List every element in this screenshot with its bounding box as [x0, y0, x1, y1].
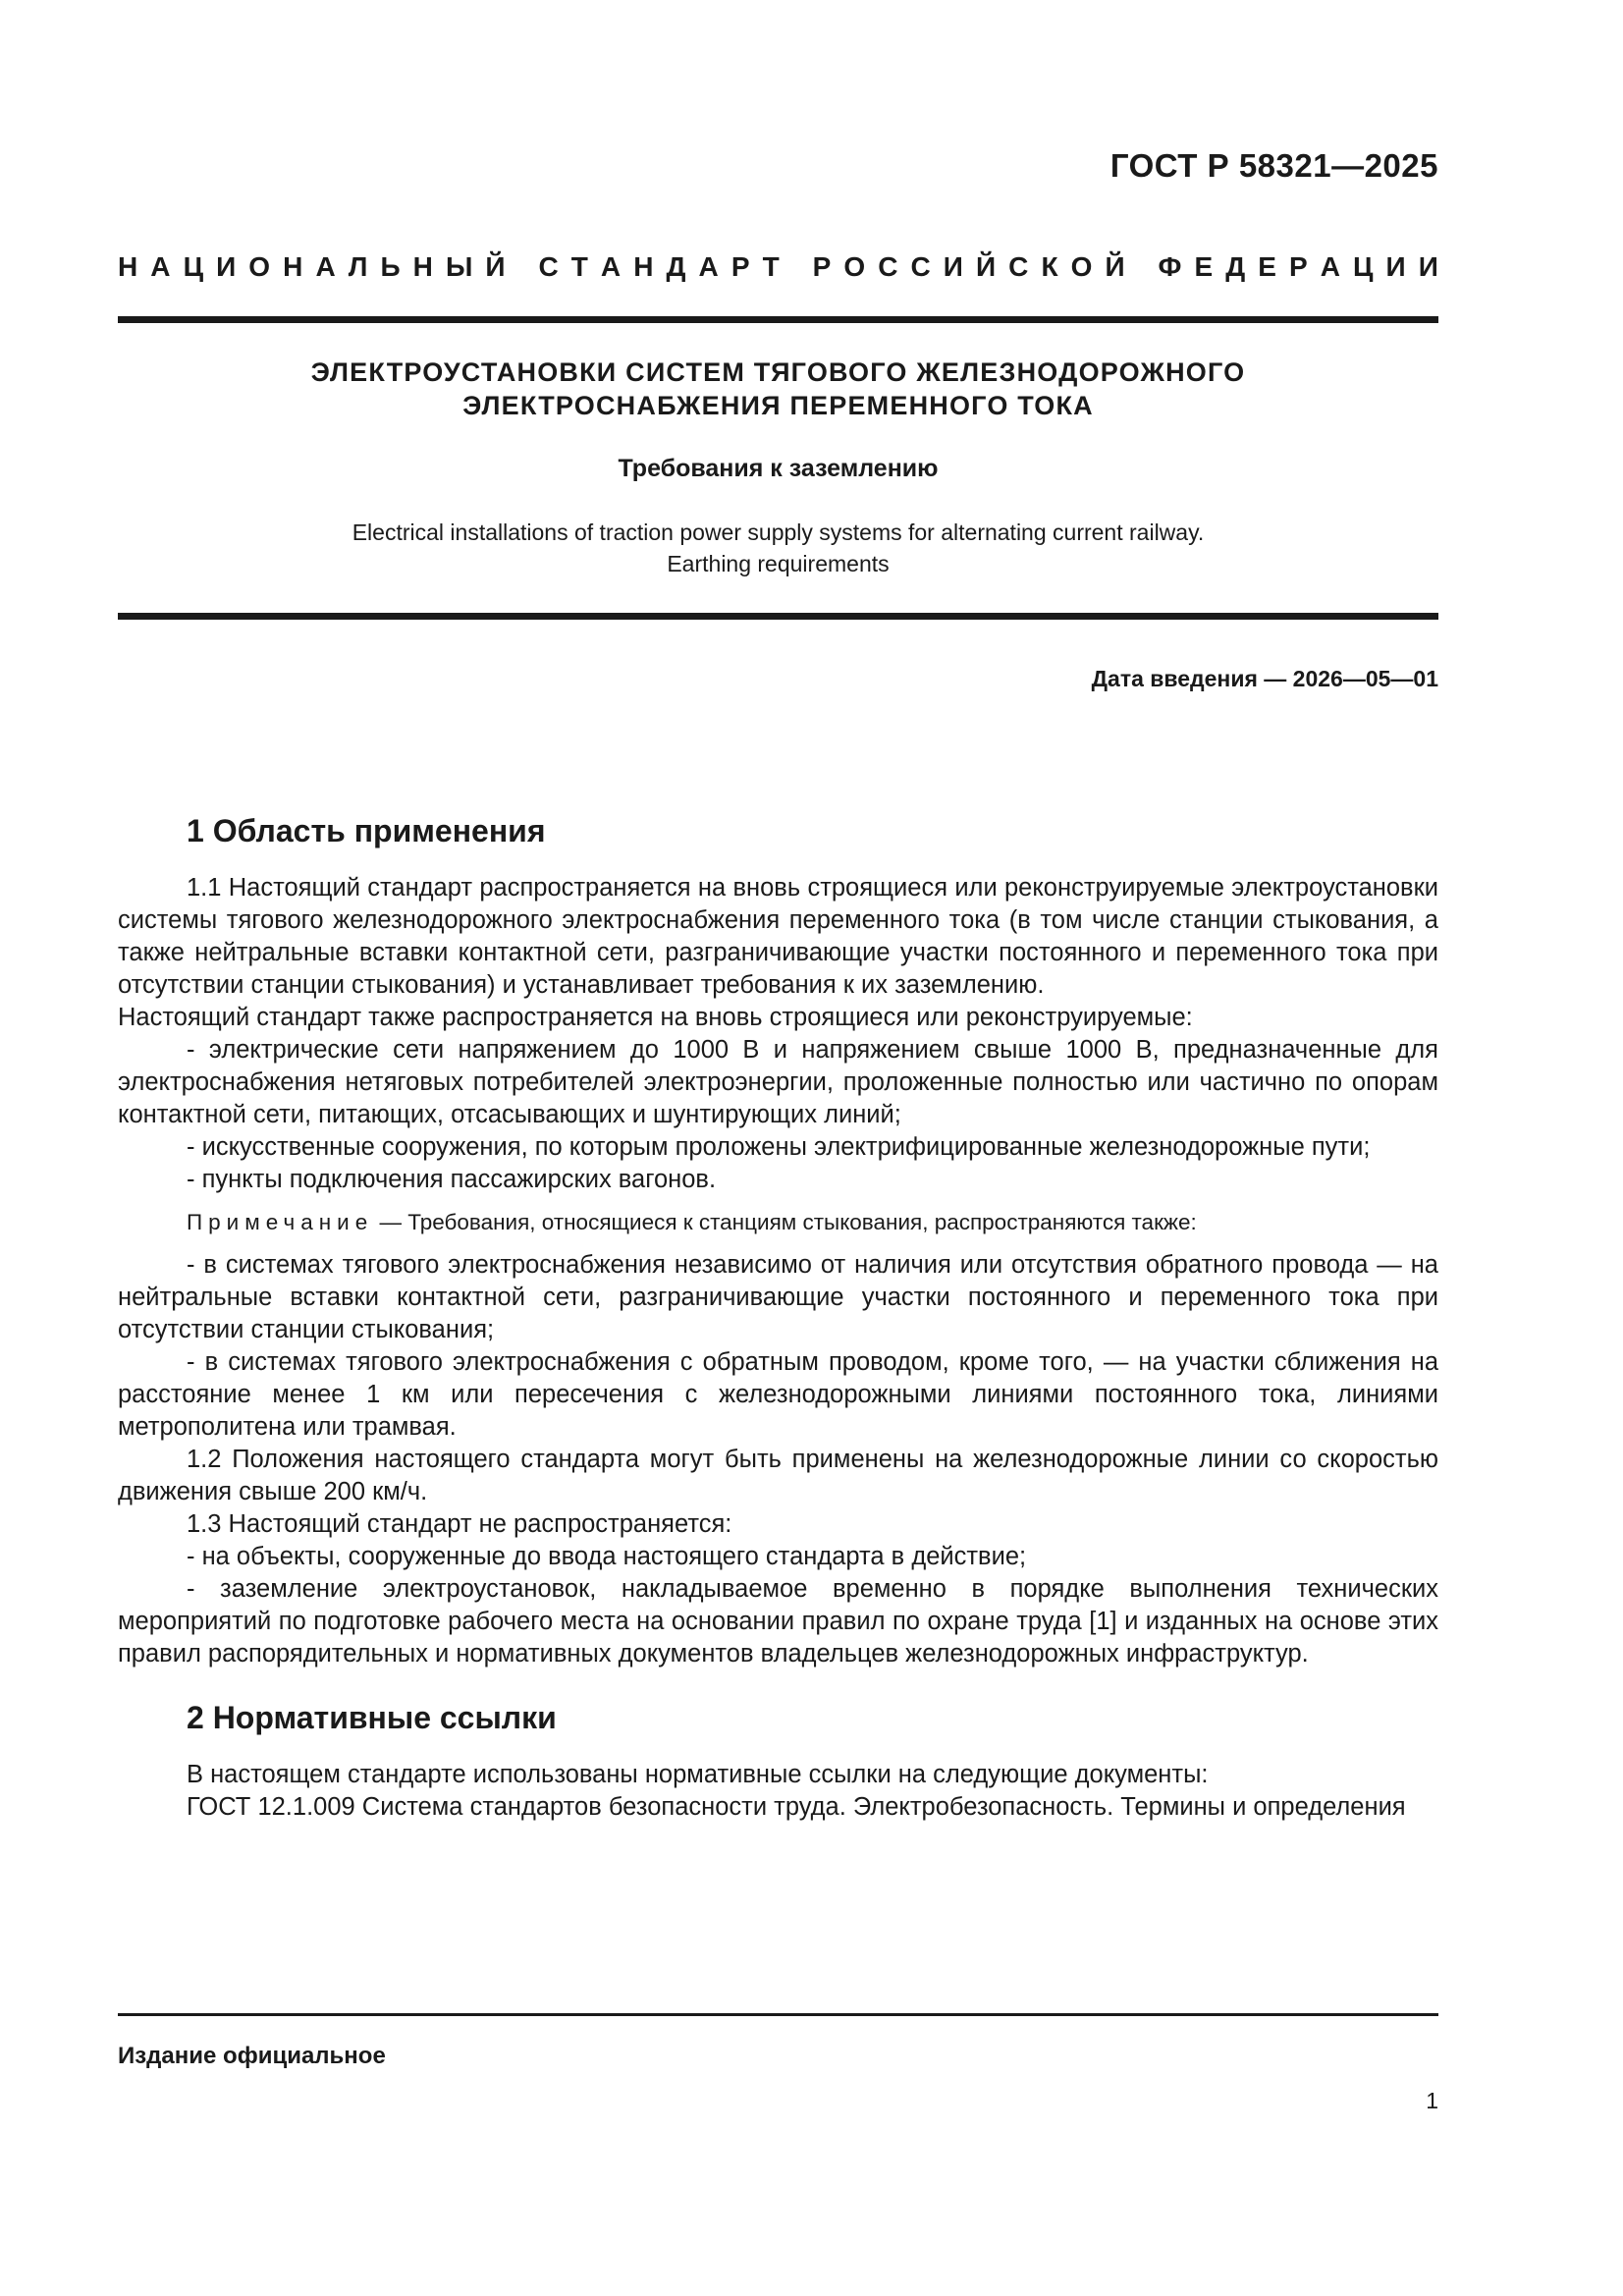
heading-letter: А	[600, 251, 622, 282]
heading-gap	[792, 251, 800, 283]
page-number: 1	[1426, 2088, 1438, 2113]
heading-letter: С	[910, 251, 931, 282]
title-en-line-2: Earthing requirements	[667, 551, 890, 576]
document-title-en	[118, 517, 1438, 579]
heading-letter: Ф	[1158, 251, 1182, 282]
heading-letter: С	[878, 251, 898, 282]
paragraph-2-intro: В настоящем стандарте использованы нормативные ссылки на следующие документы:	[187, 1761, 1209, 1788]
list-item: - в системах тягового электроснабжения с обратным проводом, кроме того, — на участки сближения на расстояние менее 1 км или пересечения с железнодорожными линиями постоянного тока, линиями метрополитена или трамвая.	[118, 1348, 1438, 1441]
paragraph-1-2: 1.2 Положения настоящего стандарта могут быть применены на железнодорожные линии со скоростью движения свыше 200 км/ч.	[118, 1446, 1438, 1505]
heading-letter: С	[1008, 251, 1029, 282]
title-ru-line-2: ЭЛЕКТРОСНАБЖЕНИЯ ПЕРЕМЕННОГО ТОКА	[462, 391, 1094, 420]
list-item: - искусственные сооружения, по которым проложены электрифицированные железнодорожные пути;	[187, 1133, 1371, 1161]
reference-item: ГОСТ 12.1.009 Система стандартов безопасности труда. Электробезопасность. Термины и определения	[187, 1793, 1406, 1821]
document-page	[118, 0, 1438, 2296]
heading-letter: О	[843, 251, 866, 282]
document-subtitle-ru: Требования к заземлению	[618, 455, 939, 482]
section-2-heading: 2 Нормативные ссылки	[187, 1700, 557, 1735]
official-edition-label: Издание официальное	[118, 2043, 386, 2069]
heading-letter: Р	[1288, 251, 1308, 282]
heading-letter: И	[1385, 251, 1406, 282]
document-title-ru	[118, 355, 1438, 422]
heading-letter: И	[216, 251, 237, 282]
heading-letter: Д	[1225, 251, 1246, 282]
paragraph-1-3: 1.3 Настоящий стандарт не распространяется:	[187, 1510, 732, 1538]
heading-letter: С	[538, 251, 559, 282]
heading-letter: А	[150, 251, 171, 282]
note	[187, 1208, 1438, 1237]
heading-letter: Е	[1194, 251, 1214, 282]
heading-letter: Й	[485, 251, 506, 282]
title-en-line-1: Electrical installations of traction power supply systems for alternating current railway.	[352, 519, 1205, 545]
heading-letter: Н	[412, 251, 433, 282]
title-ru-line-1: ЭЛЕКТРОУСТАНОВКИ СИСТЕМ ТЯГОВОГО ЖЕЛЕЗНОДОРОЖНОГО	[310, 357, 1246, 387]
paragraph-1-1: 1.1 Настоящий стандарт распространяется на вновь строящиеся или реконструируемые электроустановки системы тягового железнодорожного электроснабжения переменного тока (в том числе станции стыкования, а также нейтральные вставки контактной сети, разграничивающие участки постоянного и переменного тока при отсутствии станции стыкования) и устанавливает требования к их заземлению.	[118, 874, 1438, 999]
heading-letter: И	[943, 251, 963, 282]
heading-letter: Т	[762, 251, 780, 282]
heading-letter: Ы	[445, 251, 473, 282]
footer-rule	[118, 2013, 1438, 2016]
heading-letter: Н	[283, 251, 303, 282]
heading-letter: Ь	[380, 251, 401, 282]
top-rule	[118, 316, 1438, 323]
heading-letter: К	[1041, 251, 1058, 282]
heading-letter: Ц	[183, 251, 204, 282]
heading-letter: Й	[975, 251, 997, 282]
heading-letter: А	[315, 251, 336, 282]
heading-letter: О	[1070, 251, 1093, 282]
note-text: — Требования, относящиеся к станциям стыкования, распространяются также:	[379, 1210, 1197, 1234]
heading-letter: Н	[118, 251, 138, 282]
heading-gap	[518, 251, 526, 283]
heading-letter: А	[1320, 251, 1340, 282]
paragraph-1-1-continued: Настоящий стандарт также распространяется на вновь строящиеся или реконструируемые:	[118, 1004, 1193, 1031]
heading-letter: Ц	[1353, 251, 1374, 282]
document-number: ГОСТ Р 58321—2025	[1109, 147, 1438, 184]
national-standard-heading	[118, 251, 1438, 283]
heading-gap	[1138, 251, 1146, 283]
heading-letter: А	[698, 251, 719, 282]
introduction-date: Дата введения — 2026—05—01	[1091, 666, 1438, 691]
list-item: - электрические сети напряжением до 1000 В и напряжением свыше 1000 В, предназначенные для электроснабжения нетяговых потребителей электроэнергии, проложенные полностью или частично по опорам контактной сети, питающих, отсасывающих и шунтирующих линий;	[118, 1036, 1438, 1128]
heading-letter: И	[1418, 251, 1438, 282]
heading-letter: О	[248, 251, 271, 282]
document-body	[118, 811, 1438, 1824]
heading-letter: Р	[730, 251, 750, 282]
heading-letter: Й	[1105, 251, 1125, 282]
list-item: - в системах тягового электроснабжения независимо от наличия или отсутствия обратного провода — на нейтральные вставки контактной сети, разграничивающие участки постоянного и переменного тока при отсутствии станции стыкования;	[118, 1251, 1438, 1343]
heading-letter: Е	[1258, 251, 1276, 282]
heading-letter: Т	[570, 251, 588, 282]
title-bottom-rule	[118, 613, 1438, 620]
heading-letter: Р	[812, 251, 832, 282]
list-item: - пункты подключения пассажирских вагонов.	[187, 1166, 717, 1193]
heading-letter: Д	[666, 251, 686, 282]
list-item: - на объекты, сооруженные до ввода настоящего стандарта в действие;	[187, 1543, 1027, 1570]
list-item: - заземление электроустановок, накладываемое временно в порядке выполнения технических мероприятий по подготовке рабочего места на основании правил по охране труда [1] и изданных на основе этих правил распорядительных и нормативных документов владельцев железнодорожных инфраструктур.	[118, 1575, 1438, 1667]
section-1-heading: 1 Область применения	[187, 813, 546, 848]
heading-letter: Л	[348, 251, 368, 282]
heading-letter: Н	[633, 251, 654, 282]
note-label: Примечание	[187, 1210, 374, 1234]
